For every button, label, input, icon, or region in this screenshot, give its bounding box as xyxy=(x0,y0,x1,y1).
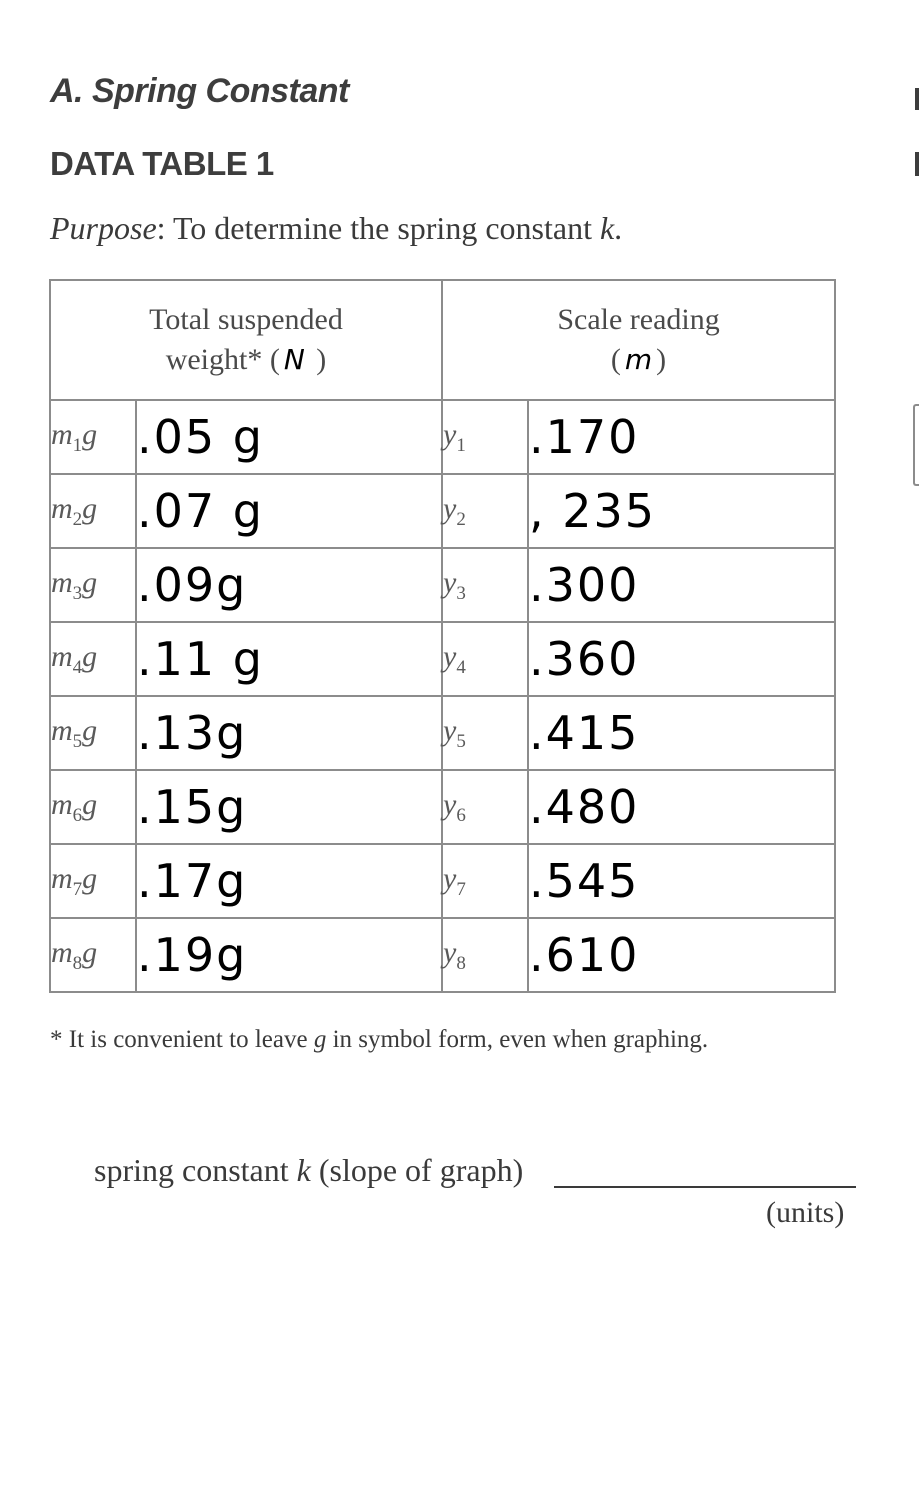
scale-reading-value: .360 xyxy=(528,622,835,696)
reading-y: y xyxy=(443,417,457,451)
mass-m: m xyxy=(51,417,73,451)
mass-m: m xyxy=(51,787,73,821)
answer-prefix: spring constant xyxy=(94,1152,297,1188)
spring-constant-prompt xyxy=(94,1152,523,1189)
reading-index: 3 xyxy=(456,582,466,604)
mass-symbol xyxy=(50,400,136,474)
reading-y: y xyxy=(443,565,457,599)
table-row xyxy=(50,622,835,696)
mass-m: m xyxy=(51,491,73,525)
purpose-k: k xyxy=(599,210,615,246)
mass-g: g xyxy=(82,639,98,673)
table-row xyxy=(50,474,835,548)
mass-g: g xyxy=(82,713,98,747)
scale-reading-value: .415 xyxy=(528,696,835,770)
mass-g: g xyxy=(82,935,98,969)
purpose-statement xyxy=(50,210,622,247)
mass-index: 3 xyxy=(72,582,83,604)
purpose-text: : To determine the spring constant xyxy=(156,210,600,246)
reading-index: 2 xyxy=(456,508,466,530)
mass-index: 7 xyxy=(72,878,83,900)
weight-value: .19g xyxy=(136,918,442,992)
weight-value: .09g xyxy=(136,548,442,622)
weight-value: .07 g xyxy=(136,474,442,548)
adjacent-page-edge xyxy=(913,404,919,486)
weight-value: .11 g xyxy=(136,622,442,696)
mass-index: 8 xyxy=(72,952,83,974)
header-weight-close: ) xyxy=(308,343,327,376)
header-scale-unit: m xyxy=(624,343,653,376)
header-scale xyxy=(442,280,835,400)
header-scale-open: ( xyxy=(610,343,621,376)
reading-index: 1 xyxy=(456,434,466,456)
reading-symbol xyxy=(442,474,528,548)
mass-symbol xyxy=(50,622,136,696)
table-header-row xyxy=(50,280,835,400)
footnote-g: g xyxy=(313,1026,327,1053)
reading-y: y xyxy=(443,491,457,525)
reading-symbol xyxy=(442,918,528,992)
weight-value: .17g xyxy=(136,844,442,918)
mass-symbol xyxy=(50,770,136,844)
table-title: DATA TABLE 1 xyxy=(50,145,274,182)
footnote-suffix: in symbol form, even when graphing. xyxy=(326,1026,709,1053)
mass-g: g xyxy=(82,565,98,599)
adjacent-page-edge xyxy=(915,88,919,110)
reading-symbol xyxy=(442,400,528,474)
table-row xyxy=(50,400,835,474)
adjacent-page-edge xyxy=(915,152,919,176)
mass-symbol xyxy=(50,918,136,992)
table-row xyxy=(50,696,835,770)
table-row xyxy=(50,844,835,918)
reading-symbol xyxy=(442,770,528,844)
header-weight-line1: Total suspended xyxy=(149,303,343,336)
mass-index: 5 xyxy=(72,730,83,752)
mass-symbol xyxy=(50,548,136,622)
reading-symbol xyxy=(442,696,528,770)
reading-y: y xyxy=(443,935,457,969)
reading-y: y xyxy=(443,639,457,673)
weight-value: .13g xyxy=(136,696,442,770)
reading-index: 5 xyxy=(456,730,466,752)
reading-symbol xyxy=(442,844,528,918)
mass-m: m xyxy=(51,713,73,747)
mass-index: 4 xyxy=(72,656,83,678)
header-scale-line1: Scale reading xyxy=(557,303,720,336)
table-row xyxy=(50,548,835,622)
header-scale-close: ) xyxy=(656,343,667,376)
weight-value: .05 g xyxy=(136,400,442,474)
table-row xyxy=(50,770,835,844)
mass-g: g xyxy=(82,861,98,895)
mass-symbol xyxy=(50,474,136,548)
reading-index: 8 xyxy=(456,952,466,974)
reading-index: 7 xyxy=(456,878,466,900)
mass-m: m xyxy=(51,861,73,895)
units-label: (units) xyxy=(766,1196,845,1229)
mass-index: 1 xyxy=(72,434,83,456)
data-table-1 xyxy=(49,279,836,993)
header-weight xyxy=(50,280,442,400)
footnote xyxy=(50,1026,708,1054)
footnote-prefix: * It is convenient to leave xyxy=(50,1026,314,1053)
mass-symbol xyxy=(50,696,136,770)
answer-k: k xyxy=(296,1152,311,1188)
purpose-end: . xyxy=(614,210,623,246)
reading-index: 6 xyxy=(456,804,466,826)
scale-reading-value: , 235 xyxy=(528,474,835,548)
spring-constant-blank[interactable] xyxy=(554,1186,856,1188)
mass-g: g xyxy=(82,787,98,821)
mass-g: g xyxy=(82,491,98,525)
section-title: A. Spring Constant xyxy=(50,72,349,110)
scale-reading-value: .610 xyxy=(528,918,835,992)
header-weight-line2: weight* ( xyxy=(165,343,280,376)
weight-value: .15g xyxy=(136,770,442,844)
reading-y: y xyxy=(443,713,457,747)
table-row xyxy=(50,918,835,992)
scale-reading-value: .480 xyxy=(528,770,835,844)
reading-symbol xyxy=(442,548,528,622)
mass-symbol xyxy=(50,844,136,918)
mass-m: m xyxy=(51,565,73,599)
mass-m: m xyxy=(51,935,73,969)
reading-y: y xyxy=(443,861,457,895)
purpose-label: Purpose xyxy=(50,210,157,246)
mass-index: 2 xyxy=(72,508,83,530)
mass-index: 6 xyxy=(72,804,83,826)
mass-m: m xyxy=(51,639,73,673)
scale-reading-value: .300 xyxy=(528,548,835,622)
answer-suffix: (slope of graph) xyxy=(310,1152,524,1188)
scale-reading-value: .170 xyxy=(528,400,835,474)
reading-symbol xyxy=(442,622,528,696)
reading-index: 4 xyxy=(456,656,466,678)
reading-y: y xyxy=(443,787,457,821)
header-weight-unit: N xyxy=(283,343,305,376)
mass-g: g xyxy=(82,417,98,451)
scale-reading-value: .545 xyxy=(528,844,835,918)
